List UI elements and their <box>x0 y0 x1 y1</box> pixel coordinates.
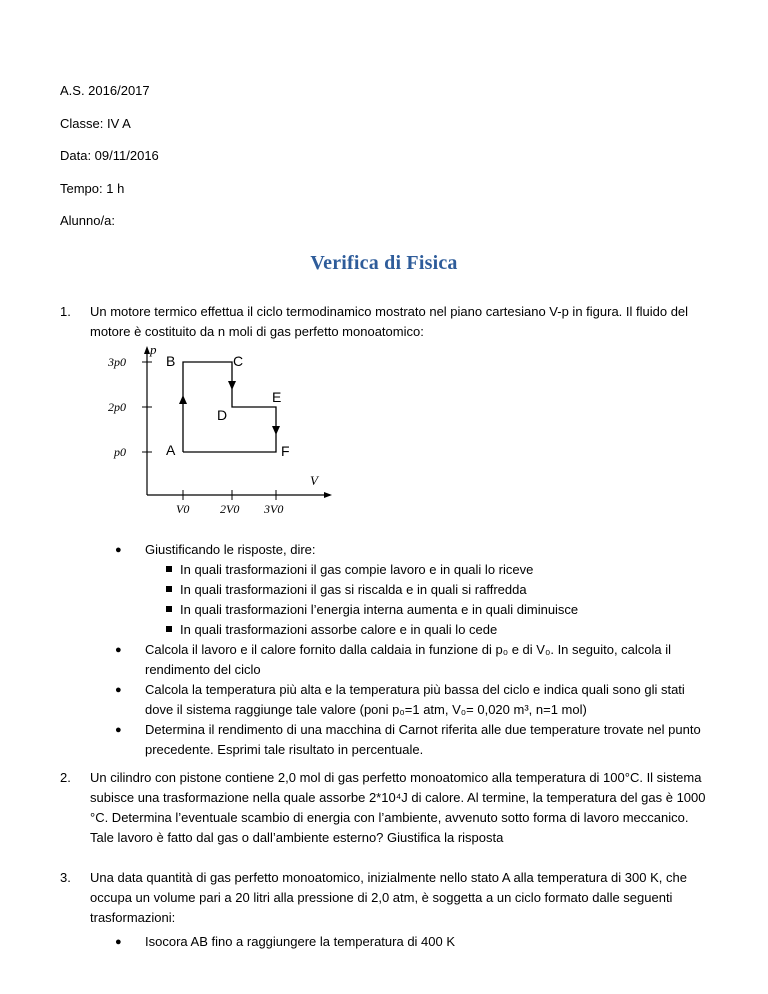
square-bullet-icon <box>166 606 172 612</box>
question-text: Una data quantità di gas perfetto monoatomico, inizialmente nello stato A alla temperatura di 300 K, che occupa un volume pari a 20 litri alla pressione di 2,0 atm, è soggetta a un ciclo formato dalle seguenti trasformazioni: <box>90 870 687 925</box>
bullet-text: Determina il rendimento di una macchina di Carnot riferita alle due temperature trovate nel punto precedente. Esprimi tale risultato in percentuale. <box>145 722 701 757</box>
bullet-item <box>115 540 715 560</box>
point-label-f: F <box>281 443 290 459</box>
bullet-icon: ● <box>115 544 122 556</box>
point-label-c: C <box>233 353 244 369</box>
point-label-e: E <box>272 389 282 405</box>
sub-item <box>180 560 533 580</box>
sub-item-text: In quali trasformazioni il gas compie lavoro e in quali lo riceve <box>180 562 534 577</box>
student-label: Alunno/a: <box>60 213 115 228</box>
question-number: 2. <box>60 770 71 785</box>
class-label: Classe: IV A <box>60 116 131 131</box>
question-number: 3. <box>60 870 71 885</box>
school-year: A.S. 2016/2017 <box>60 83 150 98</box>
point-label-d: D <box>217 407 228 423</box>
time-label: Tempo: 1 h <box>60 181 125 196</box>
point-label-a: A <box>166 442 176 458</box>
sub-item <box>180 620 497 640</box>
bullet-item <box>115 932 715 952</box>
axis-p-label: p <box>150 342 157 357</box>
bullet-text: Calcola la temperatura più alta e la temperatura più bassa del ciclo e indica quali sono gli stati dove il sistema raggiunge tale valore (poni p₀=1 atm, V₀= 0,020 m³, n=1 mol) <box>145 682 685 717</box>
bullet-icon: ● <box>115 644 122 656</box>
pv-cycle-diagram <box>100 340 340 520</box>
square-bullet-icon <box>166 586 172 592</box>
ytick-3p0: 3p0 <box>108 355 126 369</box>
question-3 <box>60 868 710 928</box>
bullet-icon: ● <box>115 936 122 948</box>
xtick-3v0: 3V0 <box>264 502 284 516</box>
ytick-p0: p0 <box>114 445 126 459</box>
question-text: Un motore termico effettua il ciclo termodinamico mostrato nel piano cartesiano V-p in figura. Il fluido del motore è costituito da n moli di gas perfetto monoatomico: <box>90 304 689 339</box>
point-label-b: B <box>166 353 176 369</box>
question-1 <box>60 302 710 342</box>
page-title: Verifica di Fisica <box>310 252 458 274</box>
sub-item <box>180 580 527 600</box>
square-bullet-icon <box>166 566 172 572</box>
question-2 <box>60 768 710 848</box>
bullet-item <box>115 720 715 760</box>
question-number: 1. <box>60 304 71 319</box>
square-bullet-icon <box>166 626 172 632</box>
axis-v-label: V <box>310 473 318 488</box>
question-text: Un cilindro con pistone contiene 2,0 mol di gas perfetto monoatomico alla temperatura di 100°C. Il sistema subisce una trasformazione nella quale assorbe 2*10⁴J di calore. Al termine, la temperatura del gas è 1000 °C. Determina l’eventuale scambio di energia con l’ambiente, avvenuto sotto forma di lavoro meccanico. Tale lavoro è fatto dal gas o dall’ambiente esterno? Giustifica la risposta <box>90 770 706 845</box>
bullet-text: Giustificando le risposte, dire: <box>145 542 316 557</box>
sub-item-text: In quali trasformazioni assorbe calore e in quali lo cede <box>180 622 498 637</box>
bullet-item <box>115 640 715 680</box>
xtick-2v0: 2V0 <box>220 502 240 516</box>
sub-item-text: In quali trasformazioni il gas si riscalda e in quali si raffredda <box>180 582 527 597</box>
bullet-icon: ● <box>115 724 122 736</box>
bullet-text: Calcola il lavoro e il calore fornito dalla caldaia in funzione di p₀ e di V₀. In seguito, calcola il rendimento del ciclo <box>145 642 672 677</box>
xtick-v0: V0 <box>176 502 190 516</box>
bullet-item <box>115 680 715 720</box>
date-label: Data: 09/11/2016 <box>60 148 159 163</box>
sub-item-text: In quali trasformazioni l’energia interna aumenta e in quali diminuisce <box>180 602 579 617</box>
bullet-text: Isocora AB fino a raggiungere la temperatura di 400 K <box>145 934 456 949</box>
ytick-2p0: 2p0 <box>108 400 126 414</box>
bullet-icon: ● <box>115 684 122 696</box>
sub-item <box>180 600 578 620</box>
